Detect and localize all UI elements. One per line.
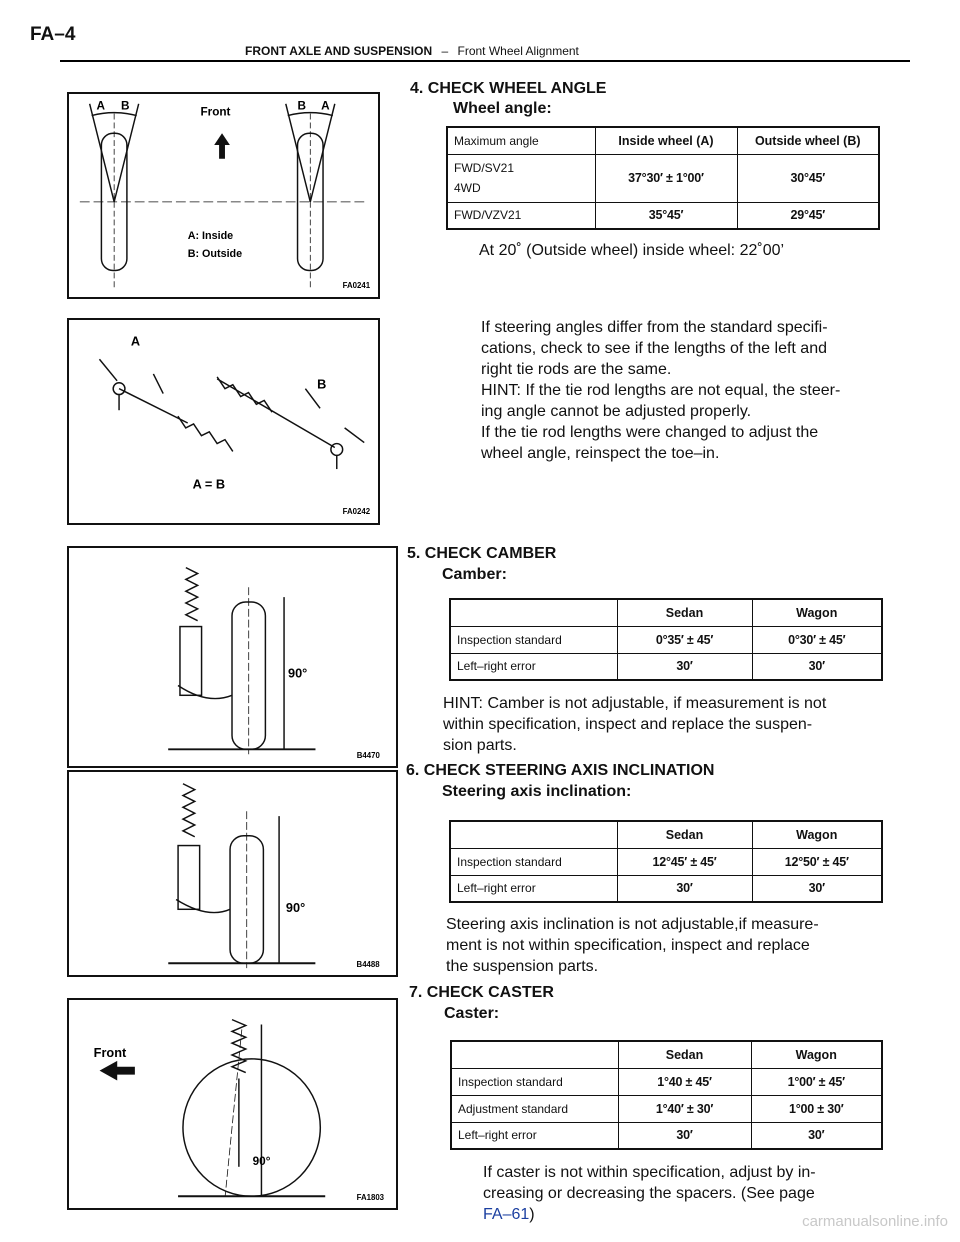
- table-cell: 30′: [752, 875, 882, 902]
- steering-axis-diagram: [69, 772, 396, 975]
- header-rule: [60, 60, 910, 62]
- camber-diagram: [69, 548, 396, 766]
- table-cell: Left–right error: [450, 875, 617, 902]
- fig4-code: B4488: [356, 960, 380, 970]
- fig1-front-label: Front: [200, 105, 231, 119]
- text-line: the suspension parts.: [446, 958, 599, 975]
- table-cell: Maximum angle: [447, 127, 595, 154]
- figure-caster: [67, 998, 398, 1210]
- camber-table: [449, 598, 883, 681]
- section-separator: –: [441, 44, 449, 58]
- text-line: right tie rods are the same.: [481, 361, 672, 378]
- text-line: If caster is not within specification, adjust by in-: [483, 1164, 816, 1181]
- table-row: [450, 626, 882, 653]
- table-cell: 30′: [752, 653, 882, 680]
- fig3-code: B4470: [356, 751, 380, 761]
- sai-paragraph: [446, 914, 819, 977]
- page-number: FA–4: [30, 24, 76, 45]
- table-cell: 35°45′: [595, 202, 737, 229]
- figure-tie-rod: [67, 318, 380, 525]
- table-row: [447, 154, 879, 202]
- table-cell: 12°45′ ± 45′: [617, 848, 752, 875]
- table-cell: 30′: [617, 875, 752, 902]
- caster-paragraph: [483, 1162, 816, 1225]
- heading-wheel-angle: 4. CHECK WHEEL ANGLE: [410, 80, 607, 97]
- table-header: Wagon: [751, 1041, 882, 1068]
- table-row: [450, 848, 882, 875]
- table-header: Sedan: [617, 821, 752, 848]
- text-line: [483, 1204, 816, 1225]
- table-header: Wagon: [752, 599, 882, 626]
- table-row: [450, 599, 882, 626]
- wheel-angle-diagram: [69, 94, 378, 297]
- tie-rod-diagram: [69, 320, 378, 523]
- table-header: Sedan: [617, 599, 752, 626]
- table-cell: 1°40′ ± 30′: [618, 1095, 751, 1122]
- text-line: If steering angles differ from the standard specifi-: [481, 319, 828, 336]
- sai-table: [449, 820, 883, 903]
- figure-wheel-angle: [67, 92, 380, 299]
- table-cell: 0°35′ ± 45′: [617, 626, 752, 653]
- fig4-angle: 90°: [285, 900, 306, 916]
- table-cell: FWD/VZV21: [447, 202, 595, 229]
- table-cell: Inspection standard: [450, 848, 617, 875]
- caster-diagram: [69, 1000, 396, 1208]
- table-row: [450, 653, 882, 680]
- table-cell: [451, 1041, 618, 1068]
- text-line: creasing or decreasing the spacers. (See page: [483, 1185, 815, 1202]
- table-cell: 30°45′: [737, 154, 879, 202]
- sub-camber: Camber:: [442, 566, 507, 583]
- heading-caster: 7. CHECK CASTER: [409, 984, 554, 1001]
- table-header: Outside wheel (B): [737, 127, 879, 154]
- fig1-label-b-right: B: [297, 99, 307, 113]
- table-cell: 1°00′ ± 45′: [751, 1068, 882, 1095]
- table-cell: Left–right error: [451, 1122, 618, 1149]
- fig1-legend-b: B: Outside: [187, 247, 243, 260]
- fig2-label-b: B: [317, 376, 327, 392]
- table-cell: 37°30′ ± 1°00′: [595, 154, 737, 202]
- figure-steering-axis: [67, 770, 398, 977]
- table-cell: [450, 599, 617, 626]
- table-cell: 12°50′ ± 45′: [752, 848, 882, 875]
- sub-caster: Caster:: [444, 1005, 500, 1022]
- table-row: [451, 1041, 882, 1068]
- text-line: HINT: Camber is not adjustable, if measurement is not: [443, 695, 827, 712]
- text-line: Steering axis inclination is not adjustable,if measure-: [446, 916, 819, 933]
- section-name: FRONT AXLE AND SUSPENSION: [245, 44, 433, 58]
- table-cell: Inspection standard: [450, 626, 617, 653]
- table-cell: 29°45′: [737, 202, 879, 229]
- table-cell: 30′: [751, 1122, 882, 1149]
- table-header: Sedan: [618, 1041, 751, 1068]
- fig1-label-a-left: A: [96, 99, 106, 113]
- table-row: [451, 1122, 882, 1149]
- page-link-fa61[interactable]: FA–61: [483, 1206, 530, 1223]
- wheel-angle-table: [446, 126, 880, 230]
- text-line: sion parts.: [443, 737, 517, 754]
- sub-wheel-angle: Wheel angle:: [453, 100, 552, 117]
- caster-table: [450, 1040, 883, 1150]
- fig1-label-b-left: B: [121, 99, 130, 113]
- fig2-equation: A = B: [192, 476, 226, 492]
- fig5-front-label: Front: [93, 1044, 127, 1060]
- wheel-angle-paragraph: [481, 317, 840, 464]
- front-arrow-icon: [214, 133, 230, 158]
- heading-sai: 6. CHECK STEERING AXIS INCLINATION: [406, 762, 715, 779]
- table-row: [451, 1068, 882, 1095]
- text-line: within specification, inspect and replace the suspen-: [443, 716, 813, 733]
- figure-camber: [67, 546, 398, 768]
- link-close-paren: ): [529, 1206, 535, 1223]
- table-cell: Left–right error: [450, 653, 617, 680]
- row-label: 4WD: [454, 181, 481, 195]
- table-header: Inside wheel (A): [595, 127, 737, 154]
- fig3-angle: 90°: [287, 665, 308, 681]
- fig1-legend-a: A: Inside: [187, 230, 234, 243]
- subsection-name: Front Wheel Alignment: [457, 44, 579, 58]
- heading-camber: 5. CHECK CAMBER: [407, 545, 557, 562]
- camber-paragraph: [443, 693, 826, 756]
- wheel-angle-note: At 20˚ (Outside wheel) inside wheel: 22˚00’: [479, 242, 785, 259]
- table-row: [447, 202, 879, 229]
- fig1-code: FA0241: [342, 281, 371, 291]
- table-cell: Adjustment standard: [451, 1095, 618, 1122]
- front-arrow-icon: [100, 1061, 135, 1081]
- row-label: FWD/SV21: [454, 161, 515, 175]
- text-line: If the tie rod lengths were changed to adjust the: [481, 424, 819, 441]
- table-row: [451, 1095, 882, 1122]
- table-header: Wagon: [752, 821, 882, 848]
- fig5-code: FA1803: [356, 1193, 385, 1203]
- table-cell: [450, 821, 617, 848]
- fig2-code: FA0242: [342, 507, 371, 517]
- section-title: [245, 44, 579, 58]
- text-line: wheel angle, reinspect the toe–in.: [481, 445, 720, 462]
- table-cell: 0°30′ ± 45′: [752, 626, 882, 653]
- fig2-label-a: A: [130, 333, 141, 349]
- fig1-label-a-right: A: [321, 99, 330, 113]
- table-cell: 1°00 ± 30′: [751, 1095, 882, 1122]
- table-row: [447, 127, 879, 154]
- table-cell: [447, 154, 595, 202]
- table-row: [450, 821, 882, 848]
- table-cell: Inspection standard: [451, 1068, 618, 1095]
- table-cell: 30′: [618, 1122, 751, 1149]
- text-line: cations, check to see if the lengths of the left and: [481, 340, 827, 357]
- text-line: HINT: If the tie rod lengths are not equal, the steer-: [481, 382, 841, 399]
- fig5-angle: 90°: [252, 1154, 271, 1168]
- text-line: ing angle cannot be adjusted properly.: [481, 403, 752, 420]
- table-cell: 30′: [617, 653, 752, 680]
- table-cell: 1°40 ± 45′: [618, 1068, 751, 1095]
- text-line: ment is not within specification, inspect and replace: [446, 937, 810, 954]
- table-row: [450, 875, 882, 902]
- watermark: carmanualsonline.info: [802, 1213, 948, 1230]
- sub-sai: Steering axis inclination:: [442, 783, 632, 800]
